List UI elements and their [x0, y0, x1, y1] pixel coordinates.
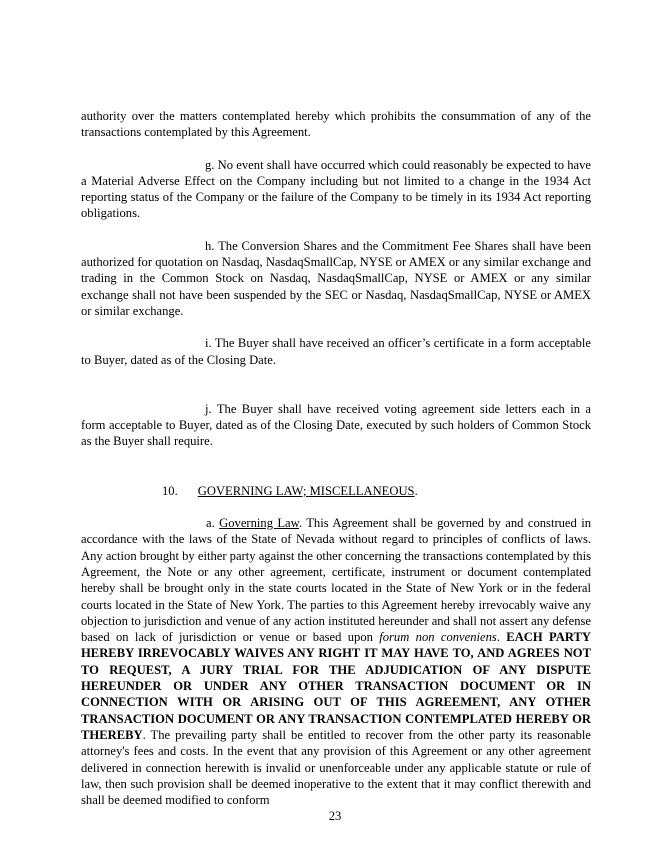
section-title-period: .	[414, 483, 418, 498]
paragraph-g: g. No event shall have occurred which could reasonably be expected to have a Material Adverse Effect on the Company including but not limited to a change in the 1934 Act reporting status of the Company or the failure of the Company to be timely in its 1934 Act reporting obligations.	[81, 157, 591, 221]
paragraph-intro: authority over the matters contemplated hereby which prohibits the consummation of any of the transactions contemplated by this Agreement.	[81, 109, 591, 140]
paragraph-a-governing-law	[81, 515, 591, 808]
paragraph-j: j. The Buyer shall have received voting agreement side letters each in a form acceptable to Buyer, dated as of the Closing Date, executed by such holders of Common Stock as the Buyer shall require.	[81, 401, 591, 449]
paragraph-h: h. The Conversion Shares and the Commitment Fee Shares shall have been authorized for quotation on Nasdaq, NasdaqSmallCap, NYSE or AMEX or any similar exchange and trading in the Common Stock on Nasdaq, NasdaqSmallCap, NYSE or AMEX or any similar exchange shall not have been suspended by the SEC or Nasdaq, NasdaqSmallCap, NYSE or AMEX or similar exchange.	[81, 238, 591, 318]
paragraph-i: i. The Buyer shall have received an officer’s certificate in a form acceptable to Buyer, dated as of the Closing Date.	[81, 336, 591, 367]
governing-law-heading: Governing Law	[219, 516, 299, 531]
document-page	[81, 108, 591, 808]
paragraph-a-text-1: . This Agreement shall be governed by and construed in accordance with the laws of the State of Nevada without regard to principles of conflicts of laws. Any action brought by either party against the other concerning the transactions contemplated by this Agreement, the Note or any other agreement, certificate, instrument or document contemplated hereby shall be brought only in the state courts located in the State of New York or in the federal courts located in the State of New York. The parties to this Agreement hereby irrevocably waive any objection to jurisdiction and venue of any action instituted hereunder and shall not assert any defense based on lack of jurisdiction or venue or based upon	[81, 516, 591, 645]
paragraph-a-text-3: . The prevailing party shall be entitled to recover from the other party its reasonable attorney's fees and costs. In the event that any provision of this Agreement or any other agreement delivered in connection herewith is invalid or unenforceable under any applicable statute or rule of law, then such provision shall be deemed inoperative to the extent that it may conflict therewith and shall be deemed modified to conform	[81, 727, 591, 808]
paragraph-a-text-2: .	[496, 630, 507, 645]
jury-waiver-clause: EACH PARTY HEREBY IRREVOCABLY WAIVES ANY RIGHT IT MAY HAVE TO, AND AGREES NOT TO REQUEST, A JURY TRIAL FOR THE ADJUDICATION OF ANY DISPUTE HEREUNDER OR UNDER ANY OTHER TRANSACTION DOCUMENT OR IN CONNECTION WITH OR ARISING OUT OF THIS AGREEMENT, ANY OTHER TRANSACTION DOCUMENT OR ANY TRANSACTION CONTEMPLATED HEREBY OR THEREBY	[81, 630, 592, 742]
page-number: 23	[328, 809, 342, 823]
forum-non-conveniens: forum non conveniens	[379, 630, 497, 645]
section-title: GOVERNING LAW; MISCELLANEOUS	[197, 483, 415, 498]
section-number: 10.	[162, 483, 178, 498]
paragraph-a-letter: a.	[206, 516, 220, 531]
section-heading	[81, 483, 591, 499]
